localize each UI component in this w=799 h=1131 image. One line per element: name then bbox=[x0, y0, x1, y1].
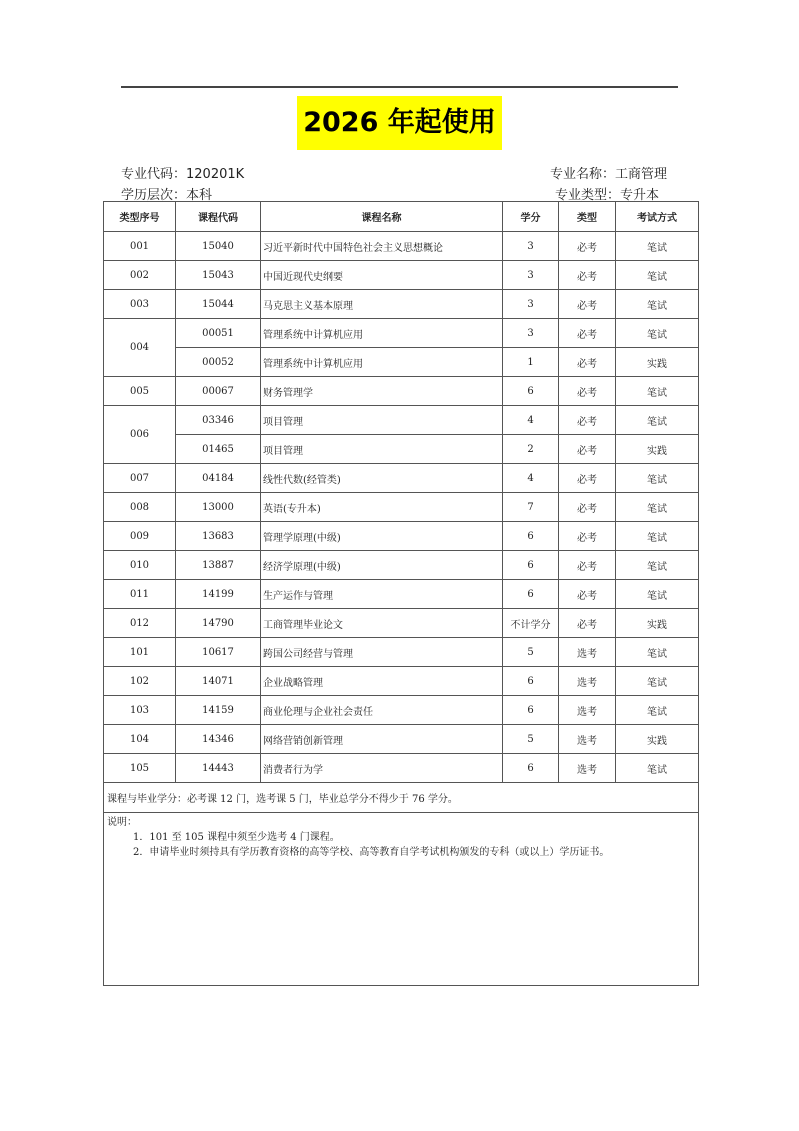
table-row bbox=[104, 406, 699, 435]
cell-exam: 笔试 bbox=[616, 406, 699, 435]
cell-code: 14790 bbox=[176, 609, 261, 638]
cell-seq: 004 bbox=[104, 319, 176, 377]
cell-type: 必考 bbox=[559, 232, 616, 261]
cell-exam: 实践 bbox=[616, 348, 699, 377]
cell-exam: 笔试 bbox=[616, 493, 699, 522]
cell-seq: 011 bbox=[104, 580, 176, 609]
table-row bbox=[104, 609, 699, 638]
cell-credit: 不计学分 bbox=[503, 609, 559, 638]
table-header-row bbox=[104, 202, 699, 232]
cell-name: 网络营销创新管理 bbox=[261, 725, 503, 754]
cell-exam: 实践 bbox=[616, 435, 699, 464]
cell-type: 选考 bbox=[559, 754, 616, 783]
table-row bbox=[104, 319, 699, 348]
cell-name: 管理系统中计算机应用 bbox=[261, 348, 503, 377]
cell-code: 15044 bbox=[176, 290, 261, 319]
cell-name: 项目管理 bbox=[261, 435, 503, 464]
cell-name: 中国近现代史纲要 bbox=[261, 261, 503, 290]
cell-name: 工商管理毕业论文 bbox=[261, 609, 503, 638]
cell-name: 经济学原理(中级) bbox=[261, 551, 503, 580]
cell-exam: 笔试 bbox=[616, 290, 699, 319]
table-row bbox=[104, 464, 699, 493]
remark-item: 2．申请毕业时须持具有学历教育资格的高等学校、高等教育自学考试机构颁发的专科（或以上）学历证书。 bbox=[133, 847, 610, 858]
cell-credit: 5 bbox=[503, 638, 559, 667]
cell-type: 必考 bbox=[559, 261, 616, 290]
cell-credit: 6 bbox=[503, 580, 559, 609]
cell-exam: 笔试 bbox=[616, 377, 699, 406]
cell-exam: 笔试 bbox=[616, 754, 699, 783]
cell-code: 13000 bbox=[176, 493, 261, 522]
cell-code: 00051 bbox=[176, 319, 261, 348]
cell-type: 必考 bbox=[559, 319, 616, 348]
cell-seq: 005 bbox=[104, 377, 176, 406]
cell-type: 选考 bbox=[559, 667, 616, 696]
header-seq: 类型序号 bbox=[104, 202, 176, 232]
cell-exam: 笔试 bbox=[616, 232, 699, 261]
cell-exam: 笔试 bbox=[616, 696, 699, 725]
table-row bbox=[104, 754, 699, 783]
cell-code: 14443 bbox=[176, 754, 261, 783]
major-name: 专业名称：工商管理 bbox=[549, 167, 667, 182]
table-row bbox=[104, 667, 699, 696]
cell-type: 选考 bbox=[559, 638, 616, 667]
table-row bbox=[104, 638, 699, 667]
cell-exam: 笔试 bbox=[616, 261, 699, 290]
cell-name: 商业伦理与企业社会责任 bbox=[261, 696, 503, 725]
remark-item: 1．101 至 105 课程中须至少选考 4 门课程。 bbox=[133, 832, 340, 843]
cell-type: 必考 bbox=[559, 580, 616, 609]
table-row bbox=[104, 377, 699, 406]
cell-seq: 001 bbox=[104, 232, 176, 261]
cell-type: 选考 bbox=[559, 696, 616, 725]
cell-credit: 4 bbox=[503, 406, 559, 435]
cell-name: 生产运作与管理 bbox=[261, 580, 503, 609]
remarks-row bbox=[104, 813, 699, 986]
cell-exam: 笔试 bbox=[616, 580, 699, 609]
credit-note-row bbox=[104, 783, 699, 813]
cell-type: 必考 bbox=[559, 348, 616, 377]
cell-type: 必考 bbox=[559, 290, 616, 319]
cell-code: 10617 bbox=[176, 638, 261, 667]
header-exam: 考试方式 bbox=[616, 202, 699, 232]
cell-exam: 笔试 bbox=[616, 319, 699, 348]
cell-credit: 7 bbox=[503, 493, 559, 522]
cell-type: 必考 bbox=[559, 609, 616, 638]
cell-code: 13683 bbox=[176, 522, 261, 551]
cell-seq: 103 bbox=[104, 696, 176, 725]
cell-seq: 101 bbox=[104, 638, 176, 667]
cell-type: 必考 bbox=[559, 406, 616, 435]
cell-seq: 105 bbox=[104, 754, 176, 783]
cell-seq: 104 bbox=[104, 725, 176, 754]
table-row bbox=[104, 232, 699, 261]
cell-credit: 2 bbox=[503, 435, 559, 464]
cell-name: 企业战略管理 bbox=[261, 667, 503, 696]
cell-type: 必考 bbox=[559, 522, 616, 551]
cell-name: 英语(专升本) bbox=[261, 493, 503, 522]
cell-code: 01465 bbox=[176, 435, 261, 464]
major-code: 专业代码：120201K bbox=[121, 167, 245, 182]
cell-name: 跨国公司经营与管理 bbox=[261, 638, 503, 667]
course-table bbox=[103, 201, 699, 986]
top-rule bbox=[121, 86, 678, 88]
cell-exam: 笔试 bbox=[616, 667, 699, 696]
cell-credit: 6 bbox=[503, 754, 559, 783]
cell-name: 管理系统中计算机应用 bbox=[261, 319, 503, 348]
cell-seq: 009 bbox=[104, 522, 176, 551]
cell-seq: 008 bbox=[104, 493, 176, 522]
cell-exam: 笔试 bbox=[616, 551, 699, 580]
cell-credit: 6 bbox=[503, 551, 559, 580]
table-row bbox=[104, 290, 699, 319]
cell-code: 14071 bbox=[176, 667, 261, 696]
remarks-heading: 说明： bbox=[107, 817, 137, 828]
cell-exam: 实践 bbox=[616, 725, 699, 754]
table-row bbox=[104, 580, 699, 609]
table-row bbox=[104, 348, 699, 377]
cell-seq: 002 bbox=[104, 261, 176, 290]
cell-type: 必考 bbox=[559, 493, 616, 522]
cell-code: 04184 bbox=[176, 464, 261, 493]
cell-type: 必考 bbox=[559, 377, 616, 406]
cell-type: 必考 bbox=[559, 551, 616, 580]
cell-seq: 006 bbox=[104, 406, 176, 464]
cell-name: 习近平新时代中国特色社会主义思想概论 bbox=[261, 232, 503, 261]
cell-name: 线性代数(经管类) bbox=[261, 464, 503, 493]
education-level: 学历层次：本科 bbox=[121, 188, 213, 203]
cell-exam: 实践 bbox=[616, 609, 699, 638]
cell-credit: 4 bbox=[503, 464, 559, 493]
cell-credit: 1 bbox=[503, 348, 559, 377]
header-type: 类型 bbox=[559, 202, 616, 232]
credit-note: 课程与毕业学分：必考课 12 门，选考课 5 门，毕业总学分不得少于 76 学分。 bbox=[104, 783, 699, 813]
major-type: 专业类型：专升本 bbox=[554, 188, 659, 203]
cell-credit: 3 bbox=[503, 261, 559, 290]
cell-code: 13887 bbox=[176, 551, 261, 580]
cell-credit: 5 bbox=[503, 725, 559, 754]
cell-name: 财务管理学 bbox=[261, 377, 503, 406]
header-name: 课程名称 bbox=[261, 202, 503, 232]
table-row bbox=[104, 725, 699, 754]
cell-credit: 6 bbox=[503, 522, 559, 551]
cell-seq: 003 bbox=[104, 290, 176, 319]
cell-exam: 笔试 bbox=[616, 638, 699, 667]
cell-code: 15043 bbox=[176, 261, 261, 290]
table-row bbox=[104, 261, 699, 290]
remarks bbox=[104, 813, 699, 986]
cell-exam: 笔试 bbox=[616, 464, 699, 493]
header-code: 课程代码 bbox=[176, 202, 261, 232]
cell-seq: 007 bbox=[104, 464, 176, 493]
cell-code: 00052 bbox=[176, 348, 261, 377]
cell-type: 必考 bbox=[559, 435, 616, 464]
table-row bbox=[104, 435, 699, 464]
cell-seq: 012 bbox=[104, 609, 176, 638]
cell-code: 14346 bbox=[176, 725, 261, 754]
cell-code: 14199 bbox=[176, 580, 261, 609]
cell-name: 项目管理 bbox=[261, 406, 503, 435]
cell-credit: 6 bbox=[503, 667, 559, 696]
table-row bbox=[104, 551, 699, 580]
header-credit: 学分 bbox=[503, 202, 559, 232]
cell-type: 必考 bbox=[559, 464, 616, 493]
cell-credit: 6 bbox=[503, 696, 559, 725]
table-row bbox=[104, 696, 699, 725]
cell-code: 15040 bbox=[176, 232, 261, 261]
cell-code: 14159 bbox=[176, 696, 261, 725]
table-row bbox=[104, 522, 699, 551]
cell-name: 管理学原理(中级) bbox=[261, 522, 503, 551]
cell-exam: 笔试 bbox=[616, 522, 699, 551]
cell-name: 消费者行为学 bbox=[261, 754, 503, 783]
cell-credit: 3 bbox=[503, 290, 559, 319]
title-wrap bbox=[0, 96, 799, 150]
page-title: 2026 年起使用 bbox=[297, 96, 502, 150]
cell-credit: 6 bbox=[503, 377, 559, 406]
cell-seq: 010 bbox=[104, 551, 176, 580]
cell-code: 00067 bbox=[176, 377, 261, 406]
cell-credit: 3 bbox=[503, 319, 559, 348]
cell-seq: 102 bbox=[104, 667, 176, 696]
table-row bbox=[104, 493, 699, 522]
cell-name: 马克思主义基本原理 bbox=[261, 290, 503, 319]
cell-code: 03346 bbox=[176, 406, 261, 435]
cell-credit: 3 bbox=[503, 232, 559, 261]
cell-type: 选考 bbox=[559, 725, 616, 754]
